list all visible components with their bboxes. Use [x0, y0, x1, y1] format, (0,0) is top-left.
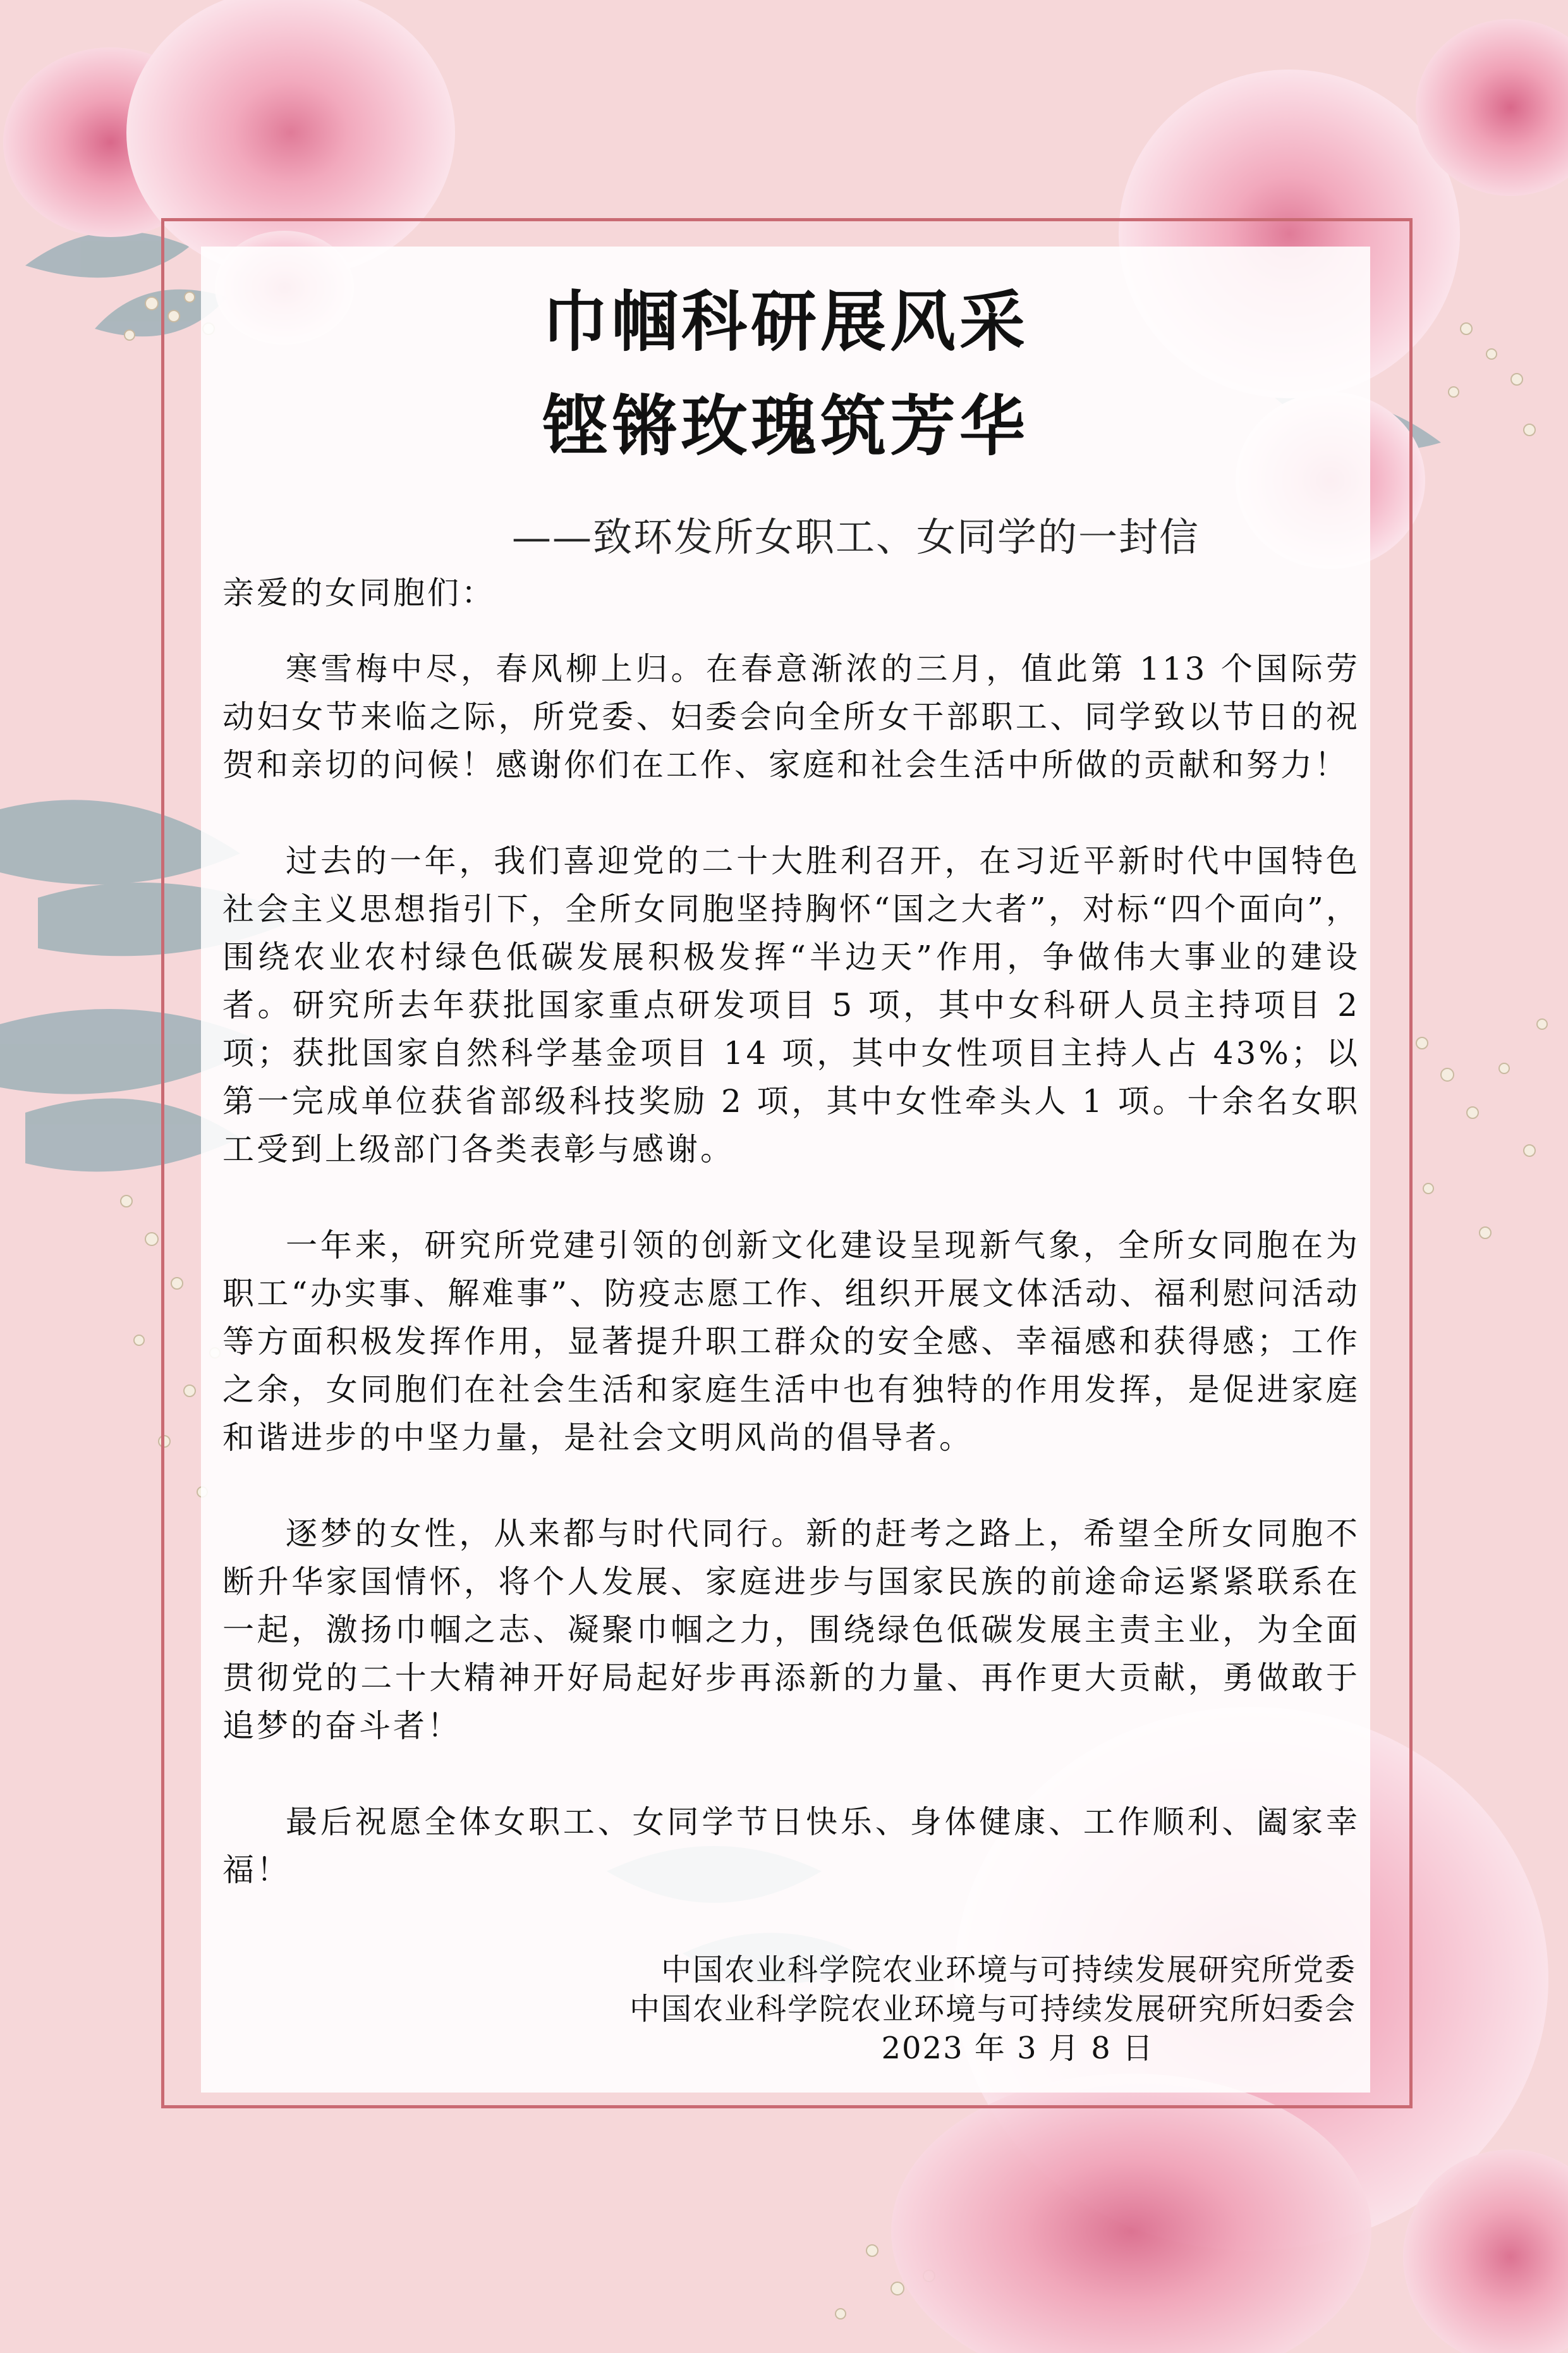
- letter-date: 2023 年 3 月 8 日: [881, 2031, 1154, 2066]
- title-line-2: 铿锵玫瑰筑芳华: [542, 388, 1029, 465]
- paragraph: 寒雪梅中尽，春风柳上归。在春意渐浓的三月，值此第 113 个国际劳动妇女节来临之际，所党委、妇委会向全所女干部职工、同学致以节日的祝贺和亲切的问候！感谢你们在工作、家庭和社会生活中所做的贡献和努力！: [222, 651, 1360, 783]
- paragraph: 逐梦的女性，从来都与时代同行。新的赶考之路上，希望全所女同胞不断升华家国情怀，将个人发展、家庭进步与国家民族的前途命运紧紧联系在一起，激扬巾帼之志、凝聚巾帼之力，围绕绿色低碳发展主责主业，为全面贯彻党的二十大精神开好局起好步再添新的力量、再作更大贡献，勇做敢于追梦的奋斗者！: [222, 1515, 1360, 1744]
- greeting: 亲爱的女同胞们：: [222, 575, 495, 611]
- letter-body: [222, 569, 1360, 1894]
- title-line-1: 巾帼科研展风采: [542, 283, 1029, 360]
- signature-women-committee: 中国农业科学院农业环境与可持续发展研究所妇委会: [629, 1991, 1356, 2027]
- paragraph: 最后祝愿全体女职工、女同学节日快乐、身体健康、工作顺利、阖家幸福！: [222, 1804, 1360, 1888]
- signature-block: [408, 1950, 1356, 2068]
- subtitle: ——致环发所女职工、女同学的一封信: [512, 514, 1200, 560]
- paragraph: 过去的一年，我们喜迎党的二十大胜利召开，在习近平新时代中国特色社会主义思想指引下，全所女同胞坚持胸怀“国之大者”，对标“四个面向”，围绕农业农村绿色低碳发展积极发挥“半边天”作用，争做伟大事业的建设者。研究所去年获批国家重点研发项目 5 项，其中女科研人员主持项目 2 项；获批国家自然科学基金项目 14 项，其中女性项目主持人占 43%；以第一完成单位获省部级科技奖励 2 项，其中女性牵头人 1 项。十余名女职工受到上级部门各类表彰与感谢。: [222, 843, 1360, 1168]
- signature-party-committee: 中国农业科学院农业环境与可持续发展研究所党委: [660, 1952, 1356, 1988]
- paragraph: 一年来，研究所党建引领的创新文化建设呈现新气象，全所女同胞在为职工“办实事、解难事”、防疫志愿工作、组织开展文体活动、福利慰问活动等方面积极发挥作用，显著提升职工群众的安全感、幸福感和获得感；工作之余，女同胞们在社会生活和家庭生活中也有独特的作用发挥，是促进家庭和谐进步的中坚力量，是社会文明风尚的倡导者。: [222, 1227, 1360, 1456]
